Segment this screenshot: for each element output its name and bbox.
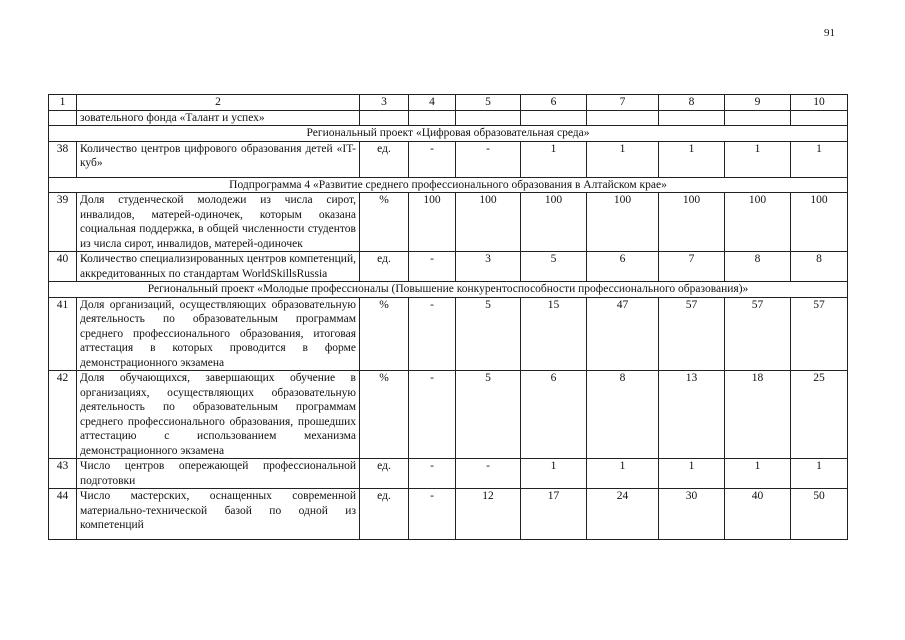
value-cell: 1: [791, 141, 848, 177]
value-cell: 1: [587, 459, 659, 489]
indicator-name: Доля студенческой молодежи из числа сирот, инвалидов, матерей-одиночек, которым оказана социальная поддержка, в общей численности студентов из числа сирот, инвалидов, матерей-одиночек: [77, 193, 360, 252]
value-cell: 1: [791, 459, 848, 489]
value-cell: -: [456, 141, 521, 177]
section-row: [49, 126, 848, 142]
value-cell: 6: [521, 371, 587, 459]
row-number: 39: [49, 193, 77, 252]
row-number: 44: [49, 489, 77, 540]
table-row: [49, 141, 848, 177]
value-cell: 6: [587, 252, 659, 282]
value-cell: 100: [725, 193, 791, 252]
value-cell: -: [409, 371, 456, 459]
header-cell: 4: [409, 95, 456, 111]
section-title: Региональный проект «Молодые профессионалы (Повышение конкурентоспособности профессионального образования)»: [49, 282, 848, 298]
indicator-name: Доля обучающихся, завершающих обучение в организациях, осуществляющих образовательную деятельность по образовательным программам среднего профессионального образования, прошедших аттестацию с использованием механизма демонстрационного экзамена: [77, 371, 360, 459]
row-number: 40: [49, 252, 77, 282]
header-cell: 2: [77, 95, 360, 111]
continuation-text: зовательного фонда «Талант и успех»: [77, 110, 360, 126]
value-cell: 30: [659, 489, 725, 540]
unit-cell: ед.: [360, 252, 409, 282]
unit-cell: %: [360, 297, 409, 371]
table-row: [49, 459, 848, 489]
value-cell: 50: [791, 489, 848, 540]
value-cell: 12: [456, 489, 521, 540]
row-number: 43: [49, 459, 77, 489]
row-number: 38: [49, 141, 77, 177]
header-cell: 10: [791, 95, 848, 111]
value-cell: 1: [521, 141, 587, 177]
value-cell: 1: [521, 459, 587, 489]
page-number: 91: [824, 27, 835, 39]
indicator-name: Количество специализированных центров компетенций, аккредитованных по стандартам WorldSkillsRussia: [77, 252, 360, 282]
value-cell: 47: [587, 297, 659, 371]
value-cell: 57: [725, 297, 791, 371]
value-cell: 1: [587, 141, 659, 177]
value-cell: 1: [725, 141, 791, 177]
value-cell: 100: [791, 193, 848, 252]
unit-cell: ед.: [360, 489, 409, 540]
table-row: [49, 489, 848, 540]
header-cell: 3: [360, 95, 409, 111]
unit-cell: ед.: [360, 141, 409, 177]
value-cell: 100: [659, 193, 725, 252]
value-cell: 15: [521, 297, 587, 371]
section-row: [49, 177, 848, 193]
value-cell: 5: [456, 297, 521, 371]
table-row: [49, 252, 848, 282]
value-cell: 5: [456, 371, 521, 459]
indicator-name: Количество центров цифрового образования детей «IT-куб»: [77, 141, 360, 177]
value-cell: 100: [456, 193, 521, 252]
unit-cell: ед.: [360, 459, 409, 489]
section-title: Региональный проект «Цифровая образовательная среда»: [49, 126, 848, 142]
table-row: [49, 297, 848, 371]
section-row: [49, 282, 848, 298]
value-cell: 57: [659, 297, 725, 371]
row-number: 42: [49, 371, 77, 459]
value-cell: 18: [725, 371, 791, 459]
value-cell: 13: [659, 371, 725, 459]
value-cell: 57: [791, 297, 848, 371]
value-cell: -: [409, 141, 456, 177]
value-cell: 100: [587, 193, 659, 252]
value-cell: 5: [521, 252, 587, 282]
row-number: 41: [49, 297, 77, 371]
value-cell: -: [409, 297, 456, 371]
value-cell: 100: [409, 193, 456, 252]
indicator-name: Число мастерских, оснащенных современной материально-технической базой по одной из компетенций: [77, 489, 360, 540]
value-cell: 1: [725, 459, 791, 489]
continuation-row: [49, 110, 848, 126]
value-cell: 1: [659, 141, 725, 177]
value-cell: 25: [791, 371, 848, 459]
header-cell: 1: [49, 95, 77, 111]
value-cell: 8: [791, 252, 848, 282]
value-cell: -: [409, 489, 456, 540]
value-cell: 8: [587, 371, 659, 459]
table-row: [49, 371, 848, 459]
header-cell: 9: [725, 95, 791, 111]
indicator-name: Доля организаций, осуществляющих образовательную деятельность по образовательным программам среднего профессионального образования, итоговая аттестация в которых проводится в форме демонстрационного экзамена: [77, 297, 360, 371]
value-cell: 24: [587, 489, 659, 540]
header-cell: 5: [456, 95, 521, 111]
value-cell: 1: [659, 459, 725, 489]
unit-cell: %: [360, 371, 409, 459]
table-row: [49, 193, 848, 252]
header-row: [49, 95, 848, 111]
header-cell: 6: [521, 95, 587, 111]
value-cell: -: [456, 459, 521, 489]
value-cell: 40: [725, 489, 791, 540]
value-cell: 17: [521, 489, 587, 540]
indicators-table: [48, 94, 848, 540]
value-cell: -: [409, 459, 456, 489]
indicator-name: Число центров опережающей профессиональной подготовки: [77, 459, 360, 489]
header-cell: 8: [659, 95, 725, 111]
value-cell: 100: [521, 193, 587, 252]
value-cell: -: [409, 252, 456, 282]
section-title: Подпрограмма 4 «Развитие среднего профессионального образования в Алтайском крае»: [49, 177, 848, 193]
header-cell: 7: [587, 95, 659, 111]
value-cell: 3: [456, 252, 521, 282]
value-cell: 8: [725, 252, 791, 282]
value-cell: 7: [659, 252, 725, 282]
unit-cell: %: [360, 193, 409, 252]
